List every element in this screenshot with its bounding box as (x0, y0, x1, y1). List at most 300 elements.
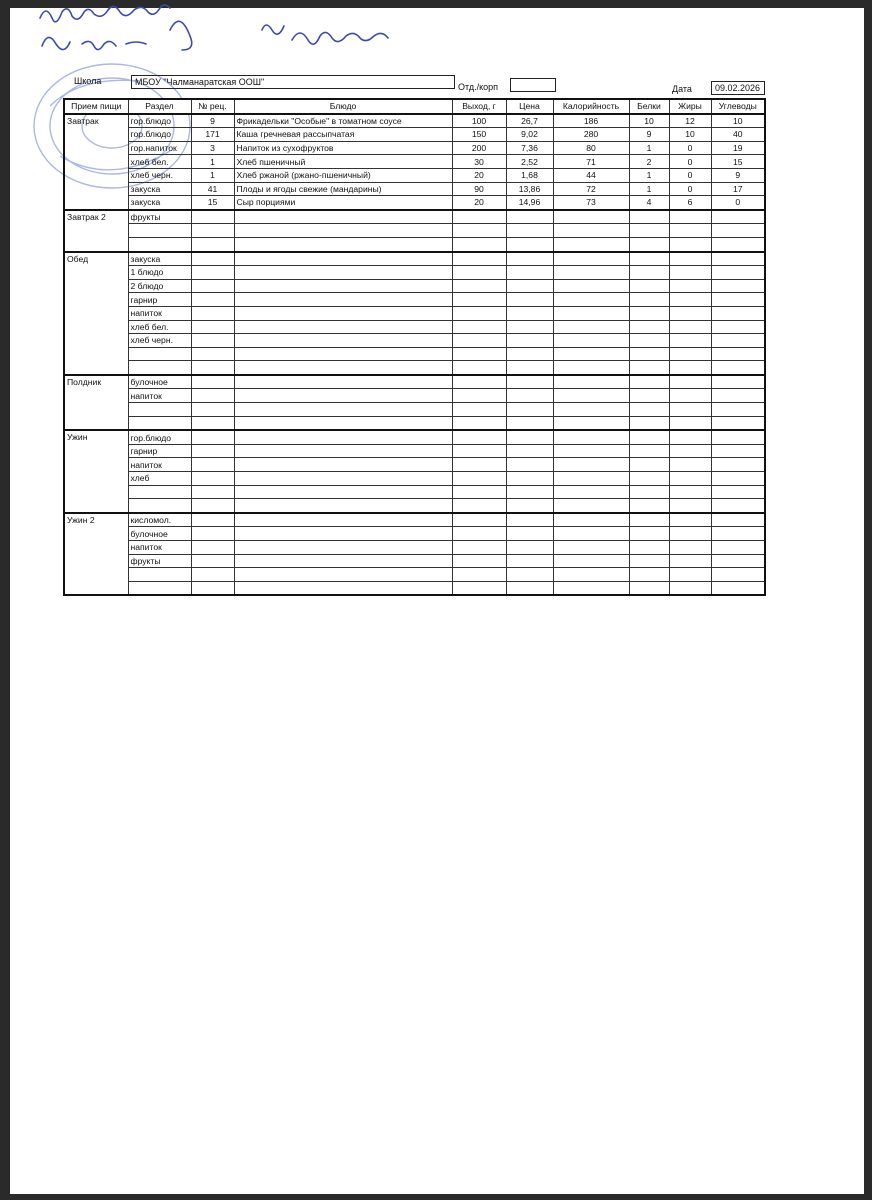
table-cell (191, 403, 234, 417)
table-cell (191, 224, 234, 238)
table-row (64, 224, 765, 238)
table-cell: гор.блюдо (128, 430, 191, 444)
table-row (64, 141, 765, 155)
table-cell (191, 499, 234, 513)
table-cell (191, 334, 234, 348)
table-cell (452, 252, 506, 266)
table-row (64, 541, 765, 555)
table-cell (452, 527, 506, 541)
table-cell: 14,96 (506, 196, 553, 210)
table-cell: 186 (553, 114, 629, 128)
column-header: Блюдо (234, 99, 452, 114)
date-label: Дата (672, 84, 692, 94)
table-cell: 40 (711, 128, 765, 142)
table-cell (234, 403, 452, 417)
table-cell (711, 347, 765, 361)
table-cell (452, 485, 506, 499)
table-cell (452, 444, 506, 458)
table-cell (452, 237, 506, 251)
table-cell (191, 266, 234, 280)
table-cell: 19 (711, 141, 765, 155)
table-cell: Плоды и ягоды свежие (мандарины) (234, 182, 452, 196)
table-cell (191, 581, 234, 595)
table-cell: 13,86 (506, 182, 553, 196)
table-cell (629, 224, 669, 238)
table-cell: Сыр порциями (234, 196, 452, 210)
table-cell (191, 430, 234, 444)
table-cell: 9,02 (506, 128, 553, 142)
table-cell: 10 (711, 114, 765, 128)
table-cell (553, 568, 629, 582)
table-cell (128, 224, 191, 238)
table-cell (234, 334, 452, 348)
table-cell (553, 389, 629, 403)
table-cell (234, 237, 452, 251)
table-cell (506, 444, 553, 458)
table-cell (711, 266, 765, 280)
meal-name-cell: Ужин (64, 430, 128, 513)
table-cell: 200 (452, 141, 506, 155)
table-cell (629, 458, 669, 472)
table-cell (234, 375, 452, 389)
table-row (64, 444, 765, 458)
table-cell (553, 320, 629, 334)
table-cell (506, 347, 553, 361)
table-cell (669, 403, 711, 417)
table-cell (711, 458, 765, 472)
table-cell (553, 224, 629, 238)
table-cell (506, 581, 553, 595)
date-field: 09.02.2026 (711, 81, 765, 95)
table-cell (234, 416, 452, 430)
table-cell (711, 252, 765, 266)
table-cell (191, 237, 234, 251)
table-cell (506, 458, 553, 472)
table-cell (669, 224, 711, 238)
table-cell: 2,52 (506, 155, 553, 169)
meal-name-cell: Полдник (64, 375, 128, 430)
table-cell (452, 581, 506, 595)
table-cell (234, 279, 452, 293)
table-cell (234, 444, 452, 458)
table-cell: 1 (629, 168, 669, 182)
table-row (64, 237, 765, 251)
table-row (64, 568, 765, 582)
table-cell (629, 237, 669, 251)
table-cell: 0 (669, 155, 711, 169)
column-header: Углеводы (711, 99, 765, 114)
table-cell (629, 334, 669, 348)
table-cell (629, 416, 669, 430)
table-cell: 12 (669, 114, 711, 128)
table-row (64, 320, 765, 334)
table-cell (191, 252, 234, 266)
table-cell (506, 375, 553, 389)
table-cell (506, 568, 553, 582)
table-cell (234, 224, 452, 238)
table-cell: 10 (669, 128, 711, 142)
table-cell (669, 527, 711, 541)
table-row (64, 306, 765, 320)
table-cell (191, 361, 234, 375)
table-row (64, 210, 765, 224)
table-row (64, 403, 765, 417)
table-cell (669, 485, 711, 499)
table-cell (711, 334, 765, 348)
table-row (64, 334, 765, 348)
table-cell (629, 554, 669, 568)
table-cell (711, 581, 765, 595)
table-cell (553, 458, 629, 472)
table-cell: Хлеб пшеничный (234, 155, 452, 169)
table-cell (452, 403, 506, 417)
table-cell (629, 403, 669, 417)
table-cell (669, 541, 711, 555)
table-cell: 17 (711, 182, 765, 196)
table-cell (234, 252, 452, 266)
table-cell (553, 513, 629, 527)
table-cell (669, 266, 711, 280)
table-cell (711, 416, 765, 430)
table-cell (234, 513, 452, 527)
table-cell (234, 541, 452, 555)
table-cell (452, 513, 506, 527)
table-row (64, 472, 765, 486)
table-row (64, 375, 765, 389)
table-cell (553, 375, 629, 389)
column-header: Жиры (669, 99, 711, 114)
table-cell (452, 320, 506, 334)
table-cell (128, 237, 191, 251)
table-cell (553, 499, 629, 513)
meal-name-cell: Обед (64, 252, 128, 375)
table-cell: 10 (629, 114, 669, 128)
table-cell (191, 320, 234, 334)
table-cell (452, 389, 506, 403)
table-row (64, 347, 765, 361)
table-cell (506, 513, 553, 527)
table-cell: гарнир (128, 293, 191, 307)
table-cell (191, 485, 234, 499)
table-cell (452, 568, 506, 582)
table-cell: 0 (711, 196, 765, 210)
table-cell (452, 279, 506, 293)
table-cell (506, 554, 553, 568)
table-cell (711, 444, 765, 458)
table-cell (711, 472, 765, 486)
table-cell (234, 210, 452, 224)
table-cell (629, 527, 669, 541)
table-cell (452, 375, 506, 389)
table-cell: 90 (452, 182, 506, 196)
column-header: Цена (506, 99, 553, 114)
table-cell (669, 375, 711, 389)
table-cell (669, 554, 711, 568)
table-cell (711, 375, 765, 389)
table-cell (629, 252, 669, 266)
table-cell (711, 403, 765, 417)
table-cell (629, 389, 669, 403)
table-cell (452, 334, 506, 348)
table-cell: 71 (553, 155, 629, 169)
table-cell (629, 306, 669, 320)
table-row (64, 513, 765, 527)
table-cell (506, 237, 553, 251)
table-cell: 20 (452, 196, 506, 210)
table-cell: 9 (711, 168, 765, 182)
table-row (64, 182, 765, 196)
table-cell (669, 389, 711, 403)
table-cell (669, 306, 711, 320)
table-cell (711, 237, 765, 251)
table-cell (128, 347, 191, 361)
table-cell (711, 430, 765, 444)
table-cell: 2 блюдо (128, 279, 191, 293)
table-cell: 72 (553, 182, 629, 196)
table-cell: 150 (452, 128, 506, 142)
table-cell (128, 403, 191, 417)
table-cell (553, 403, 629, 417)
table-cell (234, 430, 452, 444)
table-cell: 15 (711, 155, 765, 169)
table-cell: 15 (191, 196, 234, 210)
table-cell: 41 (191, 182, 234, 196)
table-row (64, 114, 765, 128)
menu-table-container (63, 98, 764, 596)
table-cell: хлеб черн. (128, 168, 191, 182)
table-cell (234, 306, 452, 320)
table-cell (553, 472, 629, 486)
table-row (64, 581, 765, 595)
table-row (64, 458, 765, 472)
table-cell (629, 375, 669, 389)
table-cell (234, 581, 452, 595)
table-cell (553, 279, 629, 293)
table-cell: 1,68 (506, 168, 553, 182)
table-cell (629, 581, 669, 595)
table-cell: 171 (191, 128, 234, 142)
table-cell: напиток (128, 306, 191, 320)
table-cell (506, 361, 553, 375)
table-cell (553, 306, 629, 320)
table-row (64, 499, 765, 513)
table-cell (506, 279, 553, 293)
table-cell (128, 568, 191, 582)
table-cell (711, 485, 765, 499)
table-cell (553, 210, 629, 224)
column-header: Раздел (128, 99, 191, 114)
table-cell (553, 485, 629, 499)
table-cell (506, 320, 553, 334)
table-cell: 1 (191, 168, 234, 182)
table-cell (191, 472, 234, 486)
table-cell: 4 (629, 196, 669, 210)
table-cell (191, 293, 234, 307)
school-name-field: МБОУ "Чалманаратская ООШ" (131, 75, 455, 89)
meal-name-cell: Завтрак 2 (64, 210, 128, 252)
table-cell: 1 (191, 155, 234, 169)
table-cell (553, 252, 629, 266)
table-cell (629, 320, 669, 334)
table-cell (234, 266, 452, 280)
column-header: Прием пищи (64, 99, 128, 114)
table-cell: 1 блюдо (128, 266, 191, 280)
table-cell (506, 266, 553, 280)
table-cell (452, 416, 506, 430)
table-cell (234, 527, 452, 541)
table-cell: 100 (452, 114, 506, 128)
table-cell: напиток (128, 458, 191, 472)
table-cell: закуска (128, 182, 191, 196)
table-cell (506, 210, 553, 224)
table-cell (452, 430, 506, 444)
table-cell: 1 (629, 141, 669, 155)
meal-name-cell: Ужин 2 (64, 513, 128, 596)
table-cell (669, 293, 711, 307)
table-cell (553, 293, 629, 307)
table-cell: 73 (553, 196, 629, 210)
table-cell (191, 279, 234, 293)
table-cell (506, 430, 553, 444)
table-cell (191, 568, 234, 582)
table-cell (128, 485, 191, 499)
table-cell (234, 389, 452, 403)
table-cell (629, 499, 669, 513)
table-row (64, 155, 765, 169)
table-cell (629, 361, 669, 375)
table-cell: 1 (629, 182, 669, 196)
table-row (64, 252, 765, 266)
table-cell: 20 (452, 168, 506, 182)
table-cell (669, 347, 711, 361)
table-cell (506, 527, 553, 541)
column-header: Калорийность (553, 99, 629, 114)
table-cell (234, 554, 452, 568)
table-cell (553, 541, 629, 555)
table-cell: напиток (128, 541, 191, 555)
table-cell (553, 237, 629, 251)
table-cell (506, 293, 553, 307)
table-cell (711, 389, 765, 403)
table-cell: 0 (669, 168, 711, 182)
table-cell (669, 210, 711, 224)
table-cell (629, 541, 669, 555)
table-cell (452, 472, 506, 486)
table-cell (629, 485, 669, 499)
table-cell (452, 458, 506, 472)
column-header: № рец. (191, 99, 234, 114)
table-cell (234, 347, 452, 361)
table-header-row (64, 99, 765, 114)
table-row (64, 430, 765, 444)
table-cell (711, 210, 765, 224)
table-cell (553, 361, 629, 375)
table-cell (452, 541, 506, 555)
table-cell (191, 416, 234, 430)
table-cell: 9 (191, 114, 234, 128)
table-row (64, 168, 765, 182)
table-cell (452, 210, 506, 224)
table-cell: хлеб бел. (128, 320, 191, 334)
table-cell (234, 472, 452, 486)
table-cell (669, 568, 711, 582)
table-cell (452, 347, 506, 361)
table-cell: фрукты (128, 554, 191, 568)
table-cell (711, 361, 765, 375)
table-cell (629, 513, 669, 527)
table-cell (629, 430, 669, 444)
table-cell (669, 499, 711, 513)
table-cell: гор.блюдо (128, 128, 191, 142)
table-row (64, 554, 765, 568)
table-cell (191, 375, 234, 389)
table-cell: закуска (128, 252, 191, 266)
table-cell (553, 347, 629, 361)
school-label: Школа (74, 76, 102, 86)
table-cell: Фрикадельки "Особые" в томатном соусе (234, 114, 452, 128)
table-cell (234, 499, 452, 513)
table-cell (669, 416, 711, 430)
table-cell (506, 306, 553, 320)
table-cell (452, 306, 506, 320)
table-cell (191, 541, 234, 555)
table-cell (452, 499, 506, 513)
table-cell: 0 (669, 182, 711, 196)
table-cell (669, 237, 711, 251)
table-row (64, 196, 765, 210)
table-cell (506, 472, 553, 486)
table-cell (669, 279, 711, 293)
table-cell (669, 334, 711, 348)
table-cell (191, 554, 234, 568)
table-cell: гор.блюдо (128, 114, 191, 128)
table-cell (669, 320, 711, 334)
table-cell (128, 499, 191, 513)
table-cell (669, 361, 711, 375)
table-cell (191, 306, 234, 320)
table-cell (711, 224, 765, 238)
table-cell (506, 416, 553, 430)
table-cell: булочное (128, 375, 191, 389)
table-cell: фрукты (128, 210, 191, 224)
table-cell (553, 527, 629, 541)
table-cell (711, 499, 765, 513)
table-cell (553, 416, 629, 430)
table-cell (629, 347, 669, 361)
table-cell (629, 568, 669, 582)
table-cell (506, 334, 553, 348)
table-cell: хлеб (128, 472, 191, 486)
table-cell (506, 224, 553, 238)
table-cell (234, 485, 452, 499)
table-cell (128, 416, 191, 430)
table-cell (711, 320, 765, 334)
table-cell (669, 581, 711, 595)
table-cell (553, 334, 629, 348)
table-row (64, 389, 765, 403)
table-cell: хлеб бел. (128, 155, 191, 169)
table-cell (234, 361, 452, 375)
table-cell: напиток (128, 389, 191, 403)
table-cell (553, 266, 629, 280)
table-row (64, 361, 765, 375)
table-cell: булочное (128, 527, 191, 541)
table-cell: кисломол. (128, 513, 191, 527)
table-cell (506, 485, 553, 499)
table-cell: Хлеб ржаной (ржано-пшеничный) (234, 168, 452, 182)
table-cell (452, 224, 506, 238)
table-cell (629, 472, 669, 486)
